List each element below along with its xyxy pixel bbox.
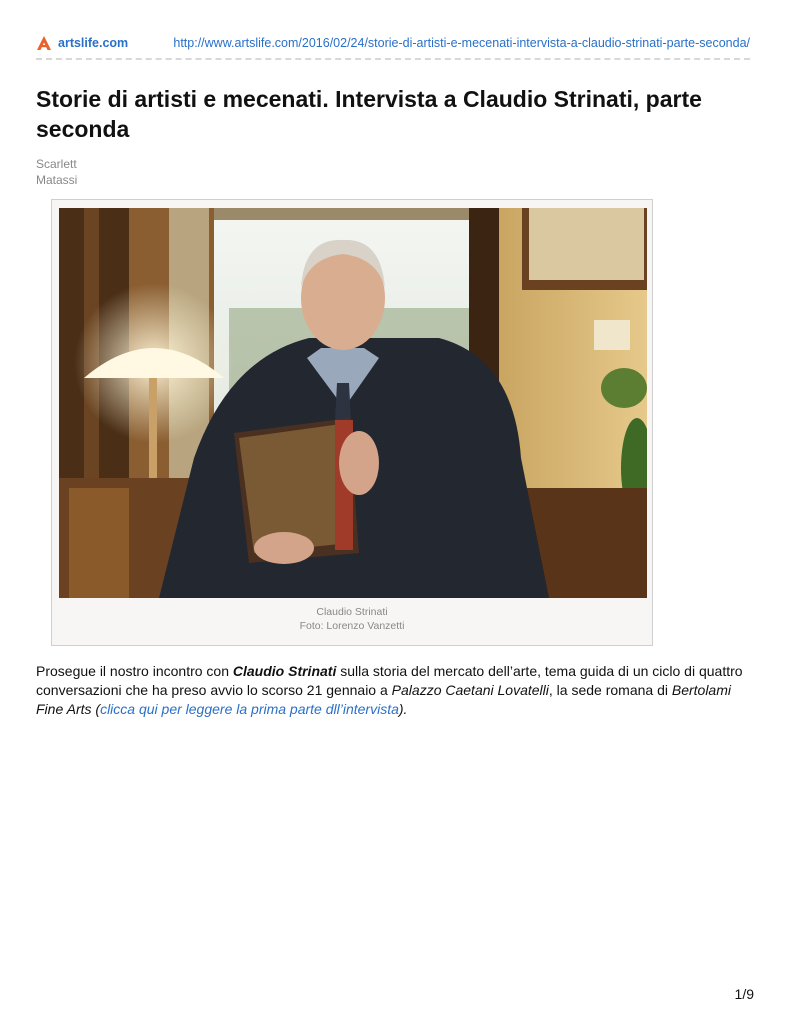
paragraph-text: sulla storia del mercato dell’arte, tema guida di un ciclo di quattro conversazioni che ha preso avvio lo scorso 21 gennaio a — [36, 663, 743, 698]
article-title: Storie di artisti e mecenati. Intervista a Claudio Strinati, parte seconda — [36, 86, 702, 142]
paragraph-text: Prosegue il nostro incontro con — [36, 663, 233, 679]
author-last-name: Matassi — [36, 173, 78, 187]
source-url-link[interactable]: http://www.artslife.com/2016/02/24/storie-di-artisti-e-mecenati-intervista-a-claudio-strinati-parte-seconda/ — [173, 36, 750, 50]
site-name-link[interactable]: artslife.com — [58, 36, 129, 50]
figure-caption — [52, 605, 652, 633]
venue-name: Palazzo Caetani Lovatelli — [391, 682, 549, 698]
paragraph-text: ). — [398, 701, 408, 717]
artslife-logo-icon — [36, 35, 52, 51]
paragraph-text: ( — [91, 701, 101, 717]
portrait-photo-image — [59, 208, 647, 598]
article-figure — [51, 199, 653, 646]
header-divider — [36, 58, 750, 60]
page-header — [36, 35, 750, 57]
organization-name: Bertolami Fine Arts — [36, 682, 731, 717]
article-author — [36, 156, 77, 188]
caption-credit: Foto: Lorenzo Vanzetti — [299, 620, 405, 632]
page-number: 1/9 — [734, 986, 754, 1002]
paragraph-text: , la sede romana di — [548, 682, 672, 698]
caption-subject: Claudio Strinati — [316, 606, 388, 618]
first-part-link[interactable]: clicca qui per leggere la prima parte dll’intervista — [100, 701, 399, 717]
author-first-name: Scarlett — [36, 157, 77, 171]
article-paragraph — [36, 662, 756, 719]
portrait-photo — [59, 208, 647, 598]
person-name: Claudio Strinati — [232, 663, 337, 679]
